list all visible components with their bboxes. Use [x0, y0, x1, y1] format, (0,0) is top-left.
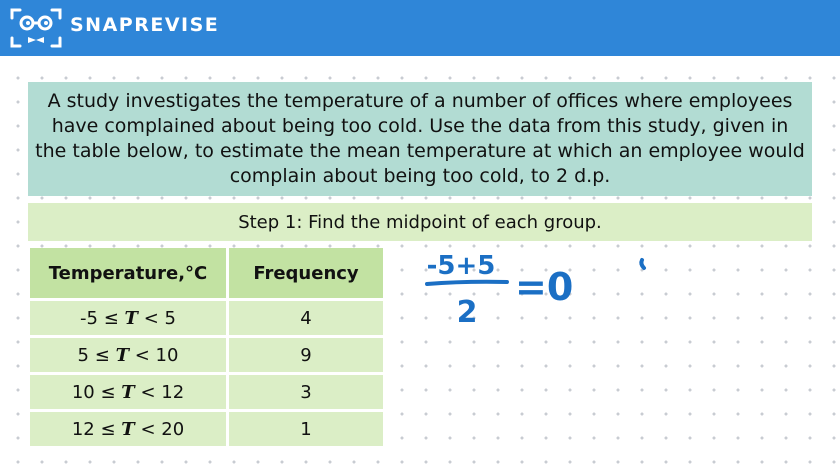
- frequency-cell: 9: [229, 338, 386, 375]
- header-temperature: Temperature,°C: [30, 248, 229, 301]
- table-header-row: [30, 248, 386, 301]
- frequency-cell: 3: [229, 375, 386, 412]
- face-with-glasses-bowtie-icon: [10, 8, 62, 48]
- midpoint-numerator: -5+5: [426, 251, 496, 281]
- temperature-cell: -5 ≤ T < 5: [30, 301, 229, 338]
- table-row: [30, 412, 386, 449]
- table-row: [30, 375, 386, 412]
- top-bar: [0, 0, 840, 56]
- step-banner: [28, 203, 812, 241]
- fraction-bar: [427, 282, 507, 284]
- frequency-cell: 4: [229, 301, 386, 338]
- ink-mark: [641, 260, 644, 268]
- question-text: A study investigates the temperature of a number of offices where employees have complained about being too cold. Use the data from this study, given in the table below, to estimate the mean temperature at which an employee would complain about being too cold, to 2 d.p.: [35, 90, 805, 187]
- midpoint-result: =0: [515, 265, 574, 309]
- handwritten-working: [415, 244, 675, 334]
- temperature-cell: 12 ≤ T < 20: [30, 412, 229, 449]
- question-box: [28, 82, 812, 196]
- temperature-cell: 5 ≤ T < 10: [30, 338, 229, 375]
- frequency-cell: 1: [229, 412, 386, 449]
- header-frequency: Frequency: [229, 248, 386, 301]
- frequency-table: [30, 248, 386, 449]
- brand-name: SNAPREVISE: [70, 14, 220, 36]
- temperature-cell: 10 ≤ T < 12: [30, 375, 229, 412]
- table-row: [30, 301, 386, 338]
- step-text: Step 1: Find the midpoint of each group.: [238, 211, 602, 233]
- midpoint-denominator: 2: [456, 295, 478, 330]
- table-row: [30, 338, 386, 375]
